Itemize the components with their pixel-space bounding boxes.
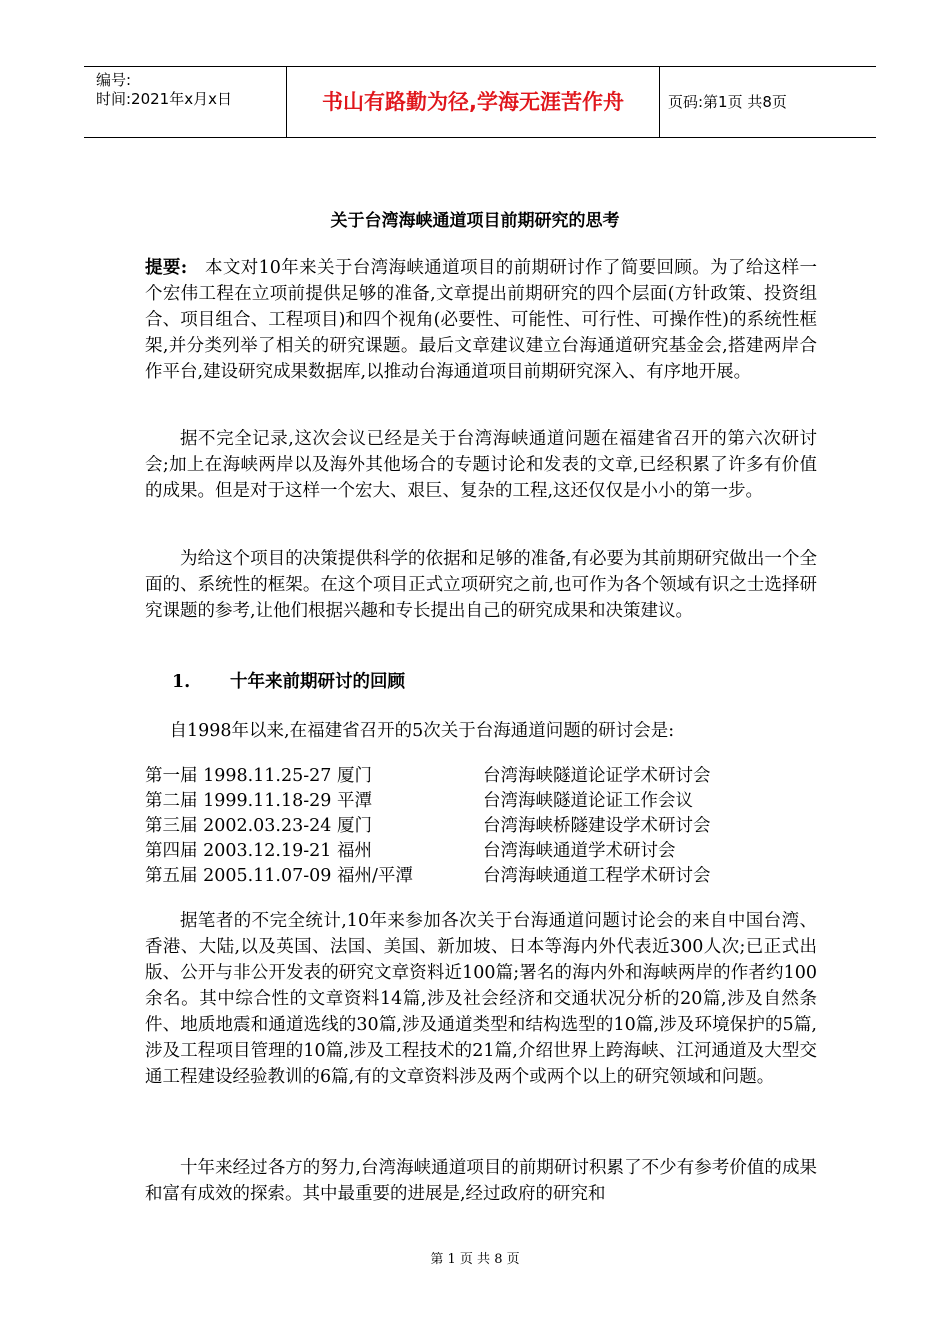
body-paragraph-1: 据不完全记录,这次会议已经是关于台湾海峡通道问题在福建省召开的第六次研讨会;加上在海峡两岸以及海外其他场合的专题讨论和发表的文章,已经积累了许多有价值的成果。但是对于这样一个宏大、艰巨、复杂的工程,这还仅仅是小小的第一步。 <box>145 429 817 501</box>
header-page-info: 页码:第1页 共8页 <box>668 93 787 111</box>
conference-name: 台湾海峡桥隧建设学术研讨会 <box>483 816 711 836</box>
conference-info: 第二届 1999.11.18-29 平潭 <box>145 791 373 811</box>
header-number-label: 编号: <box>96 71 132 89</box>
page-footer: 第 1 页 共 8 页 <box>430 1252 520 1267</box>
section-title: 十年来前期研讨的回顾 <box>230 672 405 692</box>
conference-name: 台湾海峡隧道论证工作会议 <box>483 791 693 811</box>
body-paragraph-4: 十年来经过各方的努力,台湾海峡通道项目的前期研讨积累了不少有参考价值的成果和富有成效的探索。其中最重要的进展是,经过政府的研究和 <box>145 1158 817 1204</box>
conference-name: 台湾海峡通道工程学术研讨会 <box>483 866 711 886</box>
section-heading <box>172 668 405 693</box>
conference-info: 第四届 2003.12.19-21 福州 <box>145 841 373 861</box>
conference-name: 台湾海峡隧道论证学术研讨会 <box>483 766 711 786</box>
intro-paragraph: 自1998年以来,在福建省召开的5次关于台海通道问题的研讨会是: <box>169 721 675 741</box>
conference-info: 第五届 2005.11.07-09 福州/平潭 <box>145 866 413 886</box>
conference-name: 台湾海峡通道学术研讨会 <box>483 841 676 861</box>
abstract-label: 提要: <box>145 258 188 278</box>
header-divider <box>659 67 660 137</box>
header-time-label: 时间:2021年x月x日 <box>96 90 232 108</box>
body-paragraph-2: 为给这个项目的决策提供科学的依据和足够的准备,有必要为其前期研究做出一个全面的、系统性的框架。在这个项目正式立项研究之前,也可作为各个领域有识之士选择研究课题的参考,让他们根据兴趣和专长提出自己的研究成果和决策建议。 <box>145 549 817 621</box>
abstract-paragraph <box>145 255 817 385</box>
section-number: 1. <box>172 672 191 692</box>
abstract-text: 本文对10年来关于台湾海峡通道项目的前期研讨作了简要回顾。为了给这样一个宏伟工程在立项前提供足够的准备,文章提出前期研究的四个层面(方针政策、投资组合、项目组合、工程项目)和四个视角(必要性、可能性、可行性、可操作性)的系统性框架,并分类列举了相关的研究课题。最后文章建议建立台海通道研究基金会,搭建两岸合作平台,建设研究成果数据库,以推动台海通道项目前期研究深入、有序地开展。 <box>145 258 817 382</box>
document-title: 关于台湾海峡通道项目前期研究的思考 <box>330 211 620 231</box>
conference-info: 第一届 1998.11.25-27 厦门 <box>145 766 373 786</box>
body-paragraph-3: 据笔者的不完全统计,10年来参加各次关于台海通道问题讨论会的来自中国台湾、香港、大陆,以及英国、法国、美国、新加坡、日本等海内外代表近300人次;已正式出版、公开与非公开发表的研究文章资料近100篇;署名的海内外和海峡两岸的作者约100余名。其中综合性的文章资料14篇,涉及社会经济和交通状况分析的20篇,涉及自然条件、地质地震和通道选线的30篇,涉及通道类型和结构选型的10篇,涉及环境保护的5篇,涉及工程项目管理的10篇,涉及工程技术的21篇,介绍世界上跨海峡、江河通道及大型交通工程建设经验教训的6篇,有的文章资料涉及两个或两个以上的研究领域和问题。 <box>145 911 817 1087</box>
header-meta <box>96 71 232 109</box>
document-header <box>84 66 876 138</box>
conference-info: 第三届 2002.03.23-24 厦门 <box>145 816 373 836</box>
header-motto: 书山有路勤为径,学海无涯苦作舟 <box>322 90 624 114</box>
